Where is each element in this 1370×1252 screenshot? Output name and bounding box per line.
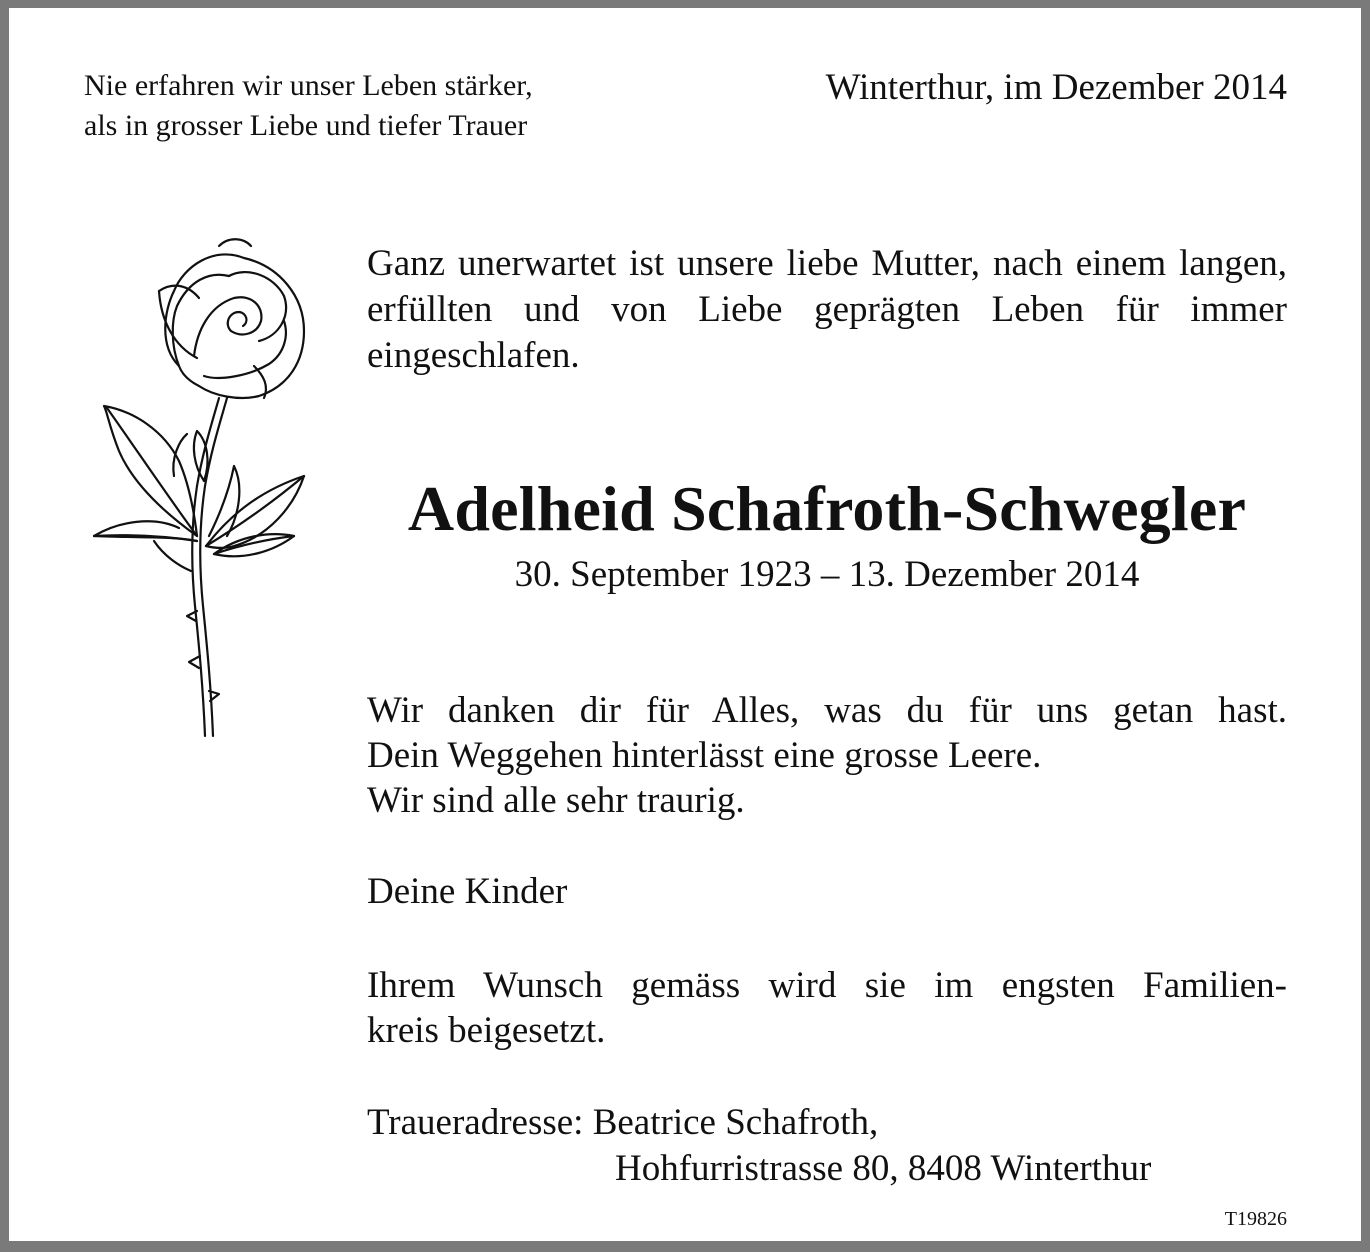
rose-drawing-icon [79,236,329,751]
address-line-2: Hohfurristrasse 80, 8408 Winterthur [615,1148,1152,1189]
thanks-paragraph [367,688,1287,823]
thanks-line-1: Wir danken dir für Alles, was du für uns getan hast. [367,690,1287,731]
burial-paragraph [367,963,1287,1053]
place-and-date: Winterthur, im Dezember 2014 [825,67,1287,108]
motto-line-2: als in grosser Liebe und tiefer Trauer [84,109,528,142]
motto-line-1: Nie erfahren wir unser Leben stärker, [84,69,533,102]
thanks-line-3: Wir sind alle sehr traurig. [367,780,745,821]
life-dates: 30. September 1923 – 13. Dezember 2014 [514,554,1140,595]
mourning-address [367,1100,1151,1192]
deceased-name: Adelheid Schafroth-Schwegler [407,473,1247,544]
signature: Deine Kinder [367,871,568,912]
obituary-page [9,8,1361,1241]
address-line-1: Traueradresse: Beatrice Schafroth, [367,1102,879,1143]
motto [84,66,533,146]
reference-code: T19826 [1224,1208,1287,1230]
burial-line-1: Ihrem Wunsch gemäss wird sie im engsten Familien- [367,965,1287,1006]
burial-line-2: kreis beigesetzt. [367,1010,606,1051]
thanks-line-2: Dein Weggehen hinterlässt eine grosse Leere. [367,735,1042,776]
intro-text: Ganz unerwartet ist unsere liebe Mutter, nach einem langen, erfüllten und von Liebe geprägten Leben für immer eingeschlafen. [367,243,1287,376]
